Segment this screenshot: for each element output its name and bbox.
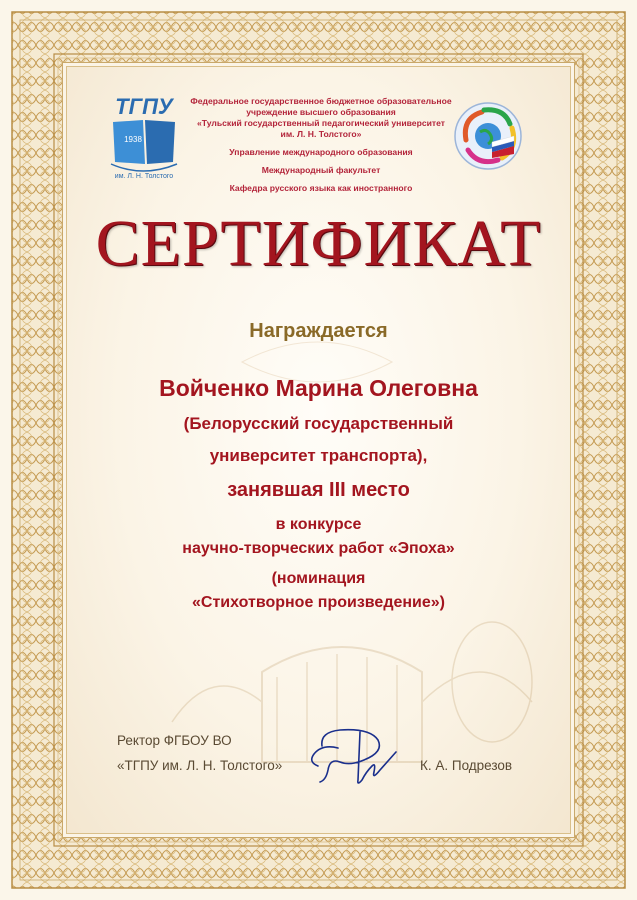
tgpu-logo-abbr: ТГПУ [115, 94, 173, 119]
handwritten-signature [300, 722, 420, 790]
place-line: занявшая III место [227, 479, 410, 501]
signatory-name: К. А. Подрезов [420, 758, 513, 773]
tgpu-logo-year: 1938 [124, 135, 142, 144]
nomination-line: (номинация [271, 570, 366, 587]
signatory-position: Ректор ФГБОУ ВО [117, 733, 232, 748]
tgpu-logo [103, 92, 185, 182]
header-line: «Тульский государственный педагогический университет [197, 118, 445, 128]
contest-line: научно-творческих работ «Эпоха» [182, 540, 455, 557]
awarded-label: Награждается [249, 320, 388, 342]
header-line: Кафедра русского языка как иностранного [229, 183, 413, 193]
tgpu-logo-caption: им. Л. Н. Толстого [114, 173, 174, 180]
header-line: Управление международного образования [229, 147, 413, 157]
international-faculty-emblem [452, 100, 524, 172]
contest-line: в конкурсе [275, 516, 362, 533]
header-line: учреждение высшего образования [246, 107, 396, 117]
nomination-line: «Стихотворное произведение») [192, 594, 445, 611]
signatory-institution: «ТГПУ им. Л. Н. Толстого» [117, 758, 283, 773]
header-line: Федеральное государственное бюджетное образовательное [190, 96, 452, 106]
recipient-org-line: (Белорусский государственный [183, 414, 454, 433]
header-line: Международный факультет [261, 165, 381, 175]
recipient-name: Войченко Марина Олеговна [159, 375, 478, 401]
header-line: им. Л. Н. Толстого» [280, 129, 362, 139]
recipient-org-line: университет транспорта), [209, 446, 428, 465]
institution-header [190, 96, 452, 194]
certificate-title: СЕРТИФИКАТ [95, 207, 542, 280]
